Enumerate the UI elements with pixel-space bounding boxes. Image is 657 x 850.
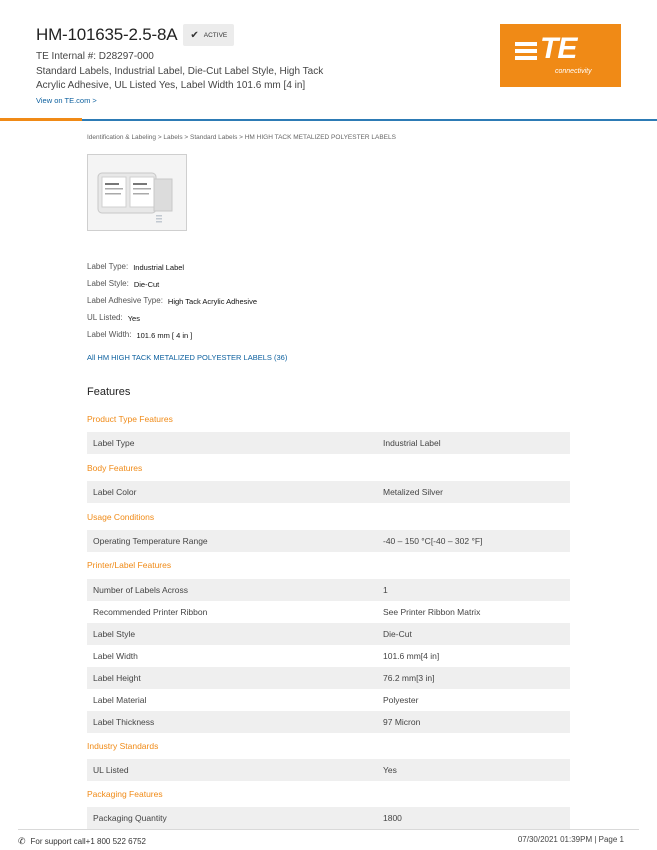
row-value: Metalized Silver: [383, 487, 443, 497]
spec-value: Industrial Label: [133, 263, 185, 272]
spec-value: High Tack Acrylic Adhesive: [167, 297, 257, 306]
spec-key: Label Width:: [87, 330, 132, 339]
spec-value: Yes: [127, 314, 140, 323]
features-heading: Features: [87, 386, 131, 398]
header-rule-blue: [82, 119, 657, 121]
row-value: See Printer Ribbon Matrix: [383, 607, 481, 617]
support-info: [18, 836, 146, 847]
row-value: Die-Cut: [383, 629, 412, 639]
status-badge: [183, 24, 234, 46]
spec-label-style: [87, 279, 257, 296]
spec-value: 101.6 mm [ 4 in ]: [136, 331, 193, 340]
spec-key: Label Type:: [87, 262, 129, 271]
row-key: Label Width: [93, 651, 138, 661]
table-row: [87, 807, 570, 829]
row-value: 76.2 mm[3 in]: [383, 673, 435, 683]
table-row: [87, 623, 570, 645]
row-value: 101.6 mm[4 in]: [383, 651, 440, 661]
table-row: [87, 711, 570, 733]
table-row: [87, 645, 570, 667]
table-row: [87, 432, 570, 454]
title-row: [36, 24, 234, 46]
breadcrumb[interactable]: Identification & Labeling > Labels > Standard Labels > HM HIGH TACK METALIZED POLYESTER LABELS: [87, 134, 396, 141]
row-value: Industrial Label: [383, 438, 441, 448]
footer-divider: [18, 829, 639, 830]
row-key: Recommended Printer Ribbon: [93, 607, 208, 617]
spec-key: UL Listed:: [87, 313, 123, 322]
support-text: For support call+1 800 522 6752: [30, 837, 146, 846]
header-rule-orange: [0, 118, 82, 121]
row-value: 1: [383, 585, 388, 595]
table-row: [87, 759, 570, 781]
row-key: Label Color: [93, 487, 137, 497]
view-on-te-link[interactable]: View on TE.com >: [36, 96, 97, 105]
spec-ul-listed: [87, 313, 257, 330]
status-badge-label: ACTIVE: [203, 31, 228, 39]
te-logo[interactable]: [500, 24, 621, 87]
product-image: [87, 154, 187, 231]
table-row: [87, 689, 570, 711]
spec-adhesive-type: [87, 296, 257, 313]
logo-lines-icon: [515, 42, 537, 63]
section-printer: Printer/Label Features: [87, 560, 172, 570]
row-key: Operating Temperature Range: [93, 536, 208, 546]
page-header: [0, 0, 657, 122]
checkmark-icon: ✔: [190, 29, 199, 41]
table-row: [87, 601, 570, 623]
table-row: [87, 667, 570, 689]
section-body: Body Features: [87, 463, 143, 473]
row-key: UL Listed: [93, 765, 129, 775]
section-industry: Industry Standards: [87, 741, 159, 751]
row-value: Polyester: [383, 695, 419, 705]
row-value: Yes: [383, 765, 397, 775]
logo-subtext: connectivity: [555, 68, 592, 75]
summary-specs: [87, 262, 257, 347]
row-key: Label Style: [93, 629, 136, 639]
row-value: 1800: [383, 813, 402, 823]
all-products-link[interactable]: All HM HIGH TACK METALIZED POLYESTER LABELS (36): [87, 353, 288, 362]
part-number: HM-101635-2.5-8A: [36, 25, 178, 44]
phone-icon: ✆: [18, 836, 26, 846]
row-key: Label Type: [93, 438, 135, 448]
row-key: Label Height: [93, 673, 141, 683]
row-key: Label Thickness: [93, 717, 155, 727]
internal-number: TE Internal #: D28297-000: [36, 51, 154, 62]
spec-key: Label Adhesive Type:: [87, 296, 163, 305]
table-row: [87, 579, 570, 601]
table-row: [87, 530, 570, 552]
section-product-type: Product Type Features: [87, 414, 173, 424]
section-packaging: Packaging Features: [87, 789, 163, 799]
row-key: Label Material: [93, 695, 147, 705]
table-row: [87, 481, 570, 503]
spec-value: Die-Cut: [133, 280, 160, 289]
page-info: 07/30/2021 01:39PM | Page 1: [517, 835, 624, 844]
row-value: 97 Micron: [383, 717, 421, 727]
spec-key: Label Style:: [87, 279, 129, 288]
spec-label-width: [87, 330, 257, 347]
row-key: Packaging Quantity: [93, 813, 167, 823]
row-key: Number of Labels Across: [93, 585, 188, 595]
product-description: Standard Labels, Industrial Label, Die-Cut Label Style, High Tack Acrylic Adhesive, UL Listed Yes, Label Width 101.6 mm [4 in]: [36, 66, 324, 91]
spec-label-type: [87, 262, 257, 279]
logo-text: TE: [540, 32, 577, 65]
section-usage: Usage Conditions: [87, 512, 155, 522]
row-value: -40 – 150 °C[-40 – 302 °F]: [383, 536, 483, 546]
